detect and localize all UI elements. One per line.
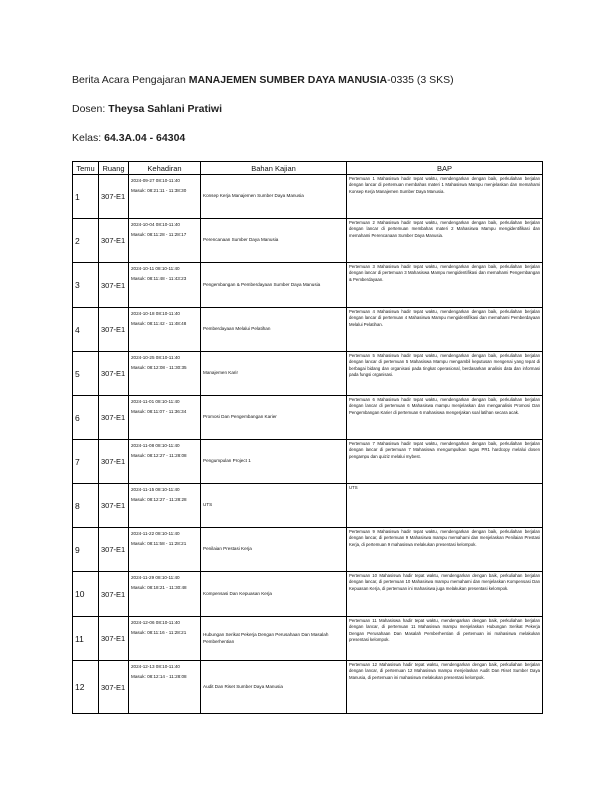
- check-in-time: Masuk: 08:11:58 - 11:28:21: [131, 541, 187, 547]
- col-header-bahan-kajian: Bahan Kajian: [201, 162, 347, 175]
- dosen-name: Theysa Sahlani Pratiwi: [108, 103, 222, 115]
- col-header-temu: Temu: [73, 162, 99, 175]
- kehadiran-cell: [129, 572, 201, 617]
- check-in-time: Masuk: 08:12:27 - 11:28:08: [131, 453, 187, 459]
- bahan-kajian-cell: Pengumpulan Project 1: [201, 440, 347, 484]
- table-row: [73, 484, 543, 528]
- course-suffix: -0335 (3 SKS): [387, 74, 454, 86]
- check-in-time: Masuk: 08:12:08 - 11:30:35: [131, 365, 187, 371]
- temu-cell: 11: [73, 617, 99, 661]
- schedule-time: 2024-11-01 08:10-11:40: [131, 399, 180, 404]
- table-row: [73, 572, 543, 617]
- schedule-time: 2024-12-13 08:10-11:40: [131, 664, 180, 669]
- document-title: [72, 74, 454, 86]
- temu-cell: 5: [73, 352, 99, 396]
- temu-cell: 12: [73, 661, 99, 714]
- check-in-time: Masuk: 08:12:14 - 11:28:08: [131, 674, 187, 680]
- kelas-label: Kelas:: [72, 132, 105, 144]
- bahan-kajian-cell: Promosi Dan Pengembangan Karier: [201, 396, 347, 440]
- kehadiran-cell: [129, 175, 201, 219]
- bahan-kajian-cell: Konsep Kerja Manajemen Sumber Daya Manusia: [201, 175, 347, 219]
- check-in-time: Masuk: 08:11:16 - 11:28:21: [131, 630, 187, 636]
- ruang-cell: 307-E1: [99, 219, 129, 263]
- ruang-cell: 307-E1: [99, 661, 129, 714]
- bap-cell: Pertemuan 12 Mahasiswa hadir tepat waktu, mendengarkan dengan baik, perkuliahan berjalan dengan lancar, di pertemuan 12 Mahasiswa mampu menjelaskan Audit Dan Riset Sumber Daya Manusia, di pertemuan ini mahasiswa melakukan presentasi kelompok.: [347, 661, 543, 714]
- kehadiran-cell: [129, 661, 201, 714]
- temu-cell: 9: [73, 528, 99, 572]
- kehadiran-cell: [129, 352, 201, 396]
- kehadiran-cell: [129, 308, 201, 352]
- temu-cell: 8: [73, 484, 99, 528]
- ruang-cell: 307-E1: [99, 396, 129, 440]
- bahan-kajian-cell: UTS: [201, 484, 347, 528]
- bap-cell: Pertemuan 1 Mahasiswa hadir tepat waktu, mendengarkan dengan baik, perkuliahan berjalan dengan lancar di pertemuan membahas materi 1 Mahasiswa Mampu menjelaskan dan memahami Konsep Kerja Manajemen Sumber Daya Manusia.: [347, 175, 543, 219]
- check-in-time: Masuk: 08:21:11 - 11:38:30: [131, 188, 187, 194]
- schedule-time: 2024-10-04 08:10-11:40: [131, 222, 180, 227]
- col-header-kehadiran: Kehadiran: [129, 162, 201, 175]
- ruang-cell: 307-E1: [99, 175, 129, 219]
- table-row: [73, 352, 543, 396]
- table-row: [73, 528, 543, 572]
- temu-cell: 4: [73, 308, 99, 352]
- col-header-ruang: Ruang: [99, 162, 129, 175]
- course-name: MANAJEMEN SUMBER DAYA MANUSIA: [188, 74, 388, 86]
- schedule-time: 2024-11-29 08:10-11:40: [131, 575, 180, 580]
- table-body: [73, 175, 543, 714]
- kehadiran-cell: [129, 617, 201, 661]
- kehadiran-cell: [129, 484, 201, 528]
- kehadiran-cell: [129, 440, 201, 484]
- bahan-kajian-cell: Penilaian Prestasi Kerja: [201, 528, 347, 572]
- ruang-cell: 307-E1: [99, 440, 129, 484]
- ruang-cell: 307-E1: [99, 617, 129, 661]
- table-row: [73, 263, 543, 308]
- temu-cell: 6: [73, 396, 99, 440]
- table-row: [73, 396, 543, 440]
- schedule-time: 2024-10-25 08:10-11:40: [131, 355, 180, 360]
- check-in-time: Masuk: 08:11:28 - 11:28:17: [131, 232, 187, 238]
- bap-cell: Pertemuan 4 Mahasiswa hadir tepat waktu, mendengarkan dengan baik, perkuliahan berjalan dengan lancar di pertemuan 4 Mahasiswa Mampu mengidentifikasi dan memahami Pemberdayaan Melalui Pelatihan.: [347, 308, 543, 352]
- bahan-kajian-cell: Hubungan Serikat Pekerja Dengan Perusahaan Dan Masalah Pemberhentian: [201, 617, 347, 661]
- col-header-bap: BAP: [347, 162, 543, 175]
- check-in-time: Masuk: 08:12:27 - 11:28:28: [131, 497, 187, 503]
- table-row: [73, 308, 543, 352]
- kehadiran-cell: [129, 396, 201, 440]
- table-row: [73, 440, 543, 484]
- bap-cell: Pertemuan 6 Mahasiswa hadir tepat waktu, mendengarkan dengan baik, perkuliahan berjalan dengan lancar di pertemuan 6 Mahasiswa mampu menjelaskan dan menganalisis Promosi Dan Pengembangan Karier di pertemuan 6 mahasiswa mengerjakan soal latihan secara acak.: [347, 396, 543, 440]
- kehadiran-cell: [129, 263, 201, 308]
- table-row: [73, 617, 543, 661]
- bap-cell: UTS: [347, 484, 543, 528]
- kehadiran-cell: [129, 219, 201, 263]
- ruang-cell: 307-E1: [99, 263, 129, 308]
- kelas-value: 64.3A.04 - 64304: [104, 132, 186, 144]
- temu-cell: 1: [73, 175, 99, 219]
- bahan-kajian-cell: Audit Dan Riset Sumber Daya Manusia: [201, 661, 347, 714]
- schedule-time: 2024-09-27 08:10-11:40: [131, 178, 180, 183]
- temu-cell: 10: [73, 572, 99, 617]
- title-prefix: Berita Acara Pengajaran: [72, 74, 189, 86]
- bahan-kajian-cell: Kompensasi Dan Kepuasan Kerja: [201, 572, 347, 617]
- bahan-kajian-cell: Perencanaan Sumber Daya Manusia: [201, 219, 347, 263]
- ruang-cell: 307-E1: [99, 528, 129, 572]
- schedule-time: 2024-12-06 08:10-11:40: [131, 620, 180, 625]
- temu-cell: 2: [73, 219, 99, 263]
- lecturer-line: [72, 103, 222, 115]
- bahan-kajian-cell: Pemberdayaan Melalui Pelatihan: [201, 308, 347, 352]
- temu-cell: 7: [73, 440, 99, 484]
- table-row: [73, 661, 543, 714]
- bap-cell: Pertemuan 11 Mahasiswa hadir tepat waktu, mendengarkan dengan baik, perkuliahan berjalan dengan lancar, di pertemuan 11 Mahasiswa mampu menjelaskan Hubungan Serikat Pekerja Dengan Perusahaan Dan Masalah Pemberhentian di pertemuan ini mahasiswa melakukan presentasi kelompok.: [347, 617, 543, 661]
- bahan-kajian-cell: Manajemen Karir: [201, 352, 347, 396]
- temu-cell: 3: [73, 263, 99, 308]
- bap-cell: Pertemuan 9 Mahasiswa hadir tepat waktu, mendengarkan dengan baik, perkuliahan berjalan dengan lancar, di pertemuan 9 Mahasiswa mampu memahami dan menjelaskan Penilaian Prestasi Kerja, di pertemuan 9 mahasiswa melakukan presentasi kelompok.: [347, 528, 543, 572]
- dosen-label: Dosen:: [72, 103, 109, 115]
- class-line: [72, 132, 185, 144]
- table-header-row: [73, 162, 543, 175]
- check-in-time: Masuk: 08:11:07 - 11:36:34: [131, 409, 187, 415]
- schedule-time: 2024-10-11 08:10-11:40: [131, 266, 180, 271]
- schedule-time: 2024-10-18 08:10-11:40: [131, 311, 180, 316]
- bap-cell: Pertemuan 10 Mahasiswa hadir tepat waktu, mendengarkan dengan baik, perkuliahan berjalan dengan lancar, di pertemuan 10 Mahasiswa mampu memahami dan menjelaskan Kompensasi Dan Kepuasan Kerja, di pertemuan ini mahasiswa juga melakukan presentasi kelompok.: [347, 572, 543, 617]
- check-in-time: Masuk: 08:18:21 - 11:30:48: [131, 585, 187, 591]
- bahan-kajian-cell: Pengembangan & Pemberdayaan Sumber Daya Manusia: [201, 263, 347, 308]
- bap-cell: Pertemuan 3 Mahasiswa hadir tepat waktu, mendengarkan dengan baik, perkuliahan berjalan dengan lancar di pertemuan 3 Mahasiswa Mampu mengidentifikasi dan memahami Pengembangan & Pemberdayaan.: [347, 263, 543, 308]
- table-row: [73, 219, 543, 263]
- ruang-cell: 307-E1: [99, 484, 129, 528]
- kehadiran-cell: [129, 528, 201, 572]
- bap-cell: Pertemuan 2 Mahasiswa hadir tepat waktu, mendengarkan dengan baik, perkuliahan berjalan dengan lancar di pertemuan membahas materi 2 Mahasiswa Mampu mengidentifikasi dan memahami Perencanaan Sumber Daya Manusia.: [347, 219, 543, 263]
- bap-cell: Pertemuan 7 Mahasiswa hadir tepat waktu, mendengarkan dengan baik, perkuliahan berjalan dengan lancar di pertemuan 7 Mahasiswa mengumpulkan tugas PR1 hardcopy melalui dosen pengampu dan quiziz melalui mybest.: [347, 440, 543, 484]
- check-in-time: Masuk: 08:11:42 - 11:48:48: [131, 321, 187, 327]
- schedule-time: 2024-11-22 08:10-11:40: [131, 531, 180, 536]
- bap-cell: Pertemuan 5 Mahasiswa hadir tepat waktu, mendengarkan dengan baik, perkuliahan berjalan dengan lancar di pertemuan 5 Mahasiswa Mampu mengambil keputusan mengenai yang tepat di berbagai bidang dan organisasi pada tingkat operasional, berdasarkan analisis data dan informasi pada fungsi organisasi.: [347, 352, 543, 396]
- table-row: [73, 175, 543, 219]
- schedule-time: 2024-11-15 08:10-11:40: [131, 487, 180, 492]
- ruang-cell: 307-E1: [99, 572, 129, 617]
- ruang-cell: 307-E1: [99, 308, 129, 352]
- teaching-record-table: [72, 161, 543, 714]
- schedule-time: 2024-11-08 08:10-11:40: [131, 443, 180, 448]
- check-in-time: Masuk: 08:11:48 - 11:43:23: [131, 276, 187, 282]
- ruang-cell: 307-E1: [99, 352, 129, 396]
